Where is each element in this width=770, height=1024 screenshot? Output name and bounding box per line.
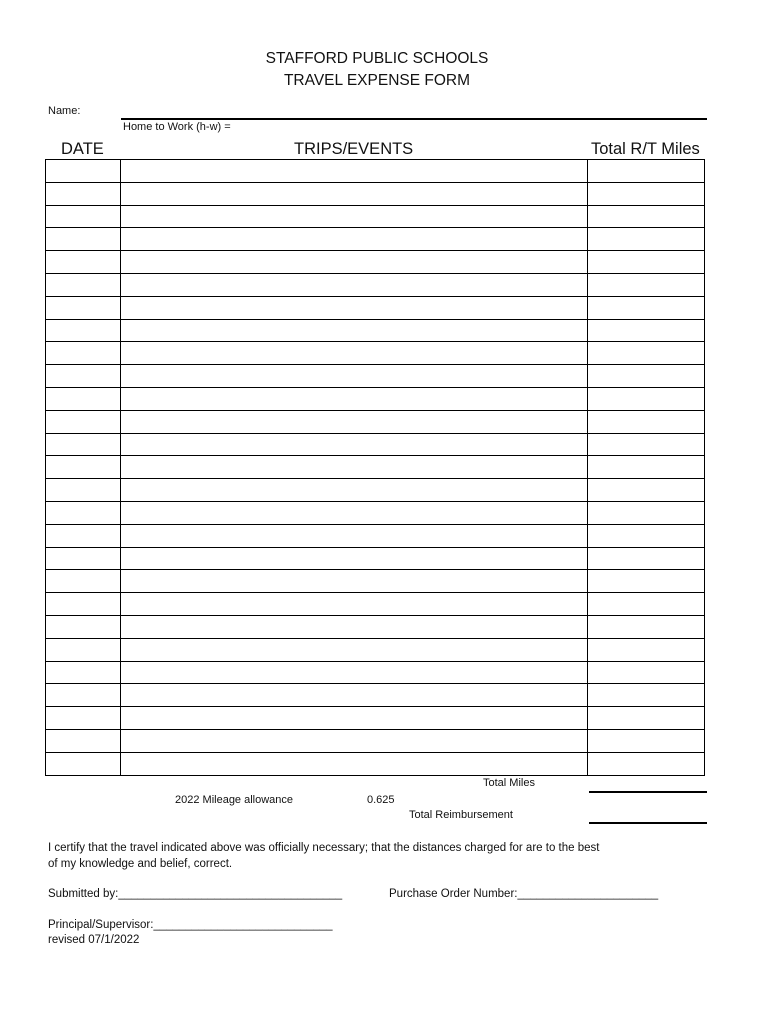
revision-date: revised 07/1/2022 xyxy=(48,934,140,946)
table-row xyxy=(46,456,705,479)
date-cell[interactable] xyxy=(46,615,121,638)
trip-cell[interactable] xyxy=(121,160,588,183)
form-title-school: STAFFORD PUBLIC SCHOOLS xyxy=(265,50,489,67)
trip-cell[interactable] xyxy=(121,524,588,547)
trip-cell[interactable] xyxy=(121,479,588,502)
miles-column-header: Total R/T Miles xyxy=(591,140,700,158)
total-miles-label: Total Miles xyxy=(483,777,535,789)
table-row xyxy=(46,752,705,775)
miles-cell[interactable] xyxy=(588,501,705,524)
trip-cell[interactable] xyxy=(121,319,588,342)
trip-cell[interactable] xyxy=(121,296,588,319)
trip-cell[interactable] xyxy=(121,228,588,251)
total-miles-field-line[interactable] xyxy=(589,791,707,793)
table-row xyxy=(46,319,705,342)
miles-cell[interactable] xyxy=(588,570,705,593)
miles-cell[interactable] xyxy=(588,615,705,638)
trip-cell[interactable] xyxy=(121,752,588,775)
trip-cell[interactable] xyxy=(121,387,588,410)
miles-cell[interactable] xyxy=(588,182,705,205)
table-row xyxy=(46,228,705,251)
table-row xyxy=(46,160,705,183)
table-row xyxy=(46,501,705,524)
table-row xyxy=(46,433,705,456)
trip-cell[interactable] xyxy=(121,638,588,661)
date-cell[interactable] xyxy=(46,365,121,388)
table-row xyxy=(46,387,705,410)
miles-cell[interactable] xyxy=(588,251,705,274)
table-row xyxy=(46,365,705,388)
miles-cell[interactable] xyxy=(588,752,705,775)
miles-cell[interactable] xyxy=(588,433,705,456)
trip-cell[interactable] xyxy=(121,729,588,752)
miles-cell[interactable] xyxy=(588,410,705,433)
home-to-work-label: Home to Work (h-w) = xyxy=(123,121,231,133)
date-cell[interactable] xyxy=(46,433,121,456)
date-cell[interactable] xyxy=(46,342,121,365)
trip-cell[interactable] xyxy=(121,205,588,228)
trip-cell[interactable] xyxy=(121,273,588,296)
form-title-type: TRAVEL EXPENSE FORM xyxy=(283,72,471,89)
miles-cell[interactable] xyxy=(588,296,705,319)
table-row xyxy=(46,547,705,570)
principal-supervisor-field[interactable]: Principal/Supervisor:____________________________ xyxy=(48,919,333,931)
date-cell[interactable] xyxy=(46,593,121,616)
mileage-allowance-value: 0.625 xyxy=(367,794,395,806)
miles-cell[interactable] xyxy=(588,456,705,479)
date-cell[interactable] xyxy=(46,228,121,251)
miles-cell[interactable] xyxy=(588,684,705,707)
trip-cell[interactable] xyxy=(121,342,588,365)
date-column-header: DATE xyxy=(61,140,104,158)
trip-cell[interactable] xyxy=(121,433,588,456)
date-cell[interactable] xyxy=(46,638,121,661)
table-row xyxy=(46,524,705,547)
date-cell[interactable] xyxy=(46,684,121,707)
table-row xyxy=(46,251,705,274)
date-cell[interactable] xyxy=(46,319,121,342)
table-row xyxy=(46,342,705,365)
table-row xyxy=(46,684,705,707)
date-cell[interactable] xyxy=(46,479,121,502)
date-cell[interactable] xyxy=(46,273,121,296)
miles-cell[interactable] xyxy=(588,387,705,410)
trip-cell[interactable] xyxy=(121,661,588,684)
date-cell[interactable] xyxy=(46,524,121,547)
trips-column-header: TRIPS/EVENTS xyxy=(294,140,414,158)
trip-cell[interactable] xyxy=(121,684,588,707)
trip-cell[interactable] xyxy=(121,593,588,616)
trip-cell[interactable] xyxy=(121,570,588,593)
date-cell[interactable] xyxy=(46,501,121,524)
trip-cell[interactable] xyxy=(121,615,588,638)
date-cell[interactable] xyxy=(46,387,121,410)
date-cell[interactable] xyxy=(46,410,121,433)
trip-log-table xyxy=(45,159,705,776)
table-row xyxy=(46,273,705,296)
table-row xyxy=(46,296,705,319)
date-cell[interactable] xyxy=(46,752,121,775)
date-cell[interactable] xyxy=(46,707,121,730)
trip-cell[interactable] xyxy=(121,707,588,730)
miles-cell[interactable] xyxy=(588,273,705,296)
table-row xyxy=(46,707,705,730)
miles-cell[interactable] xyxy=(588,160,705,183)
table-row xyxy=(46,593,705,616)
trip-cell[interactable] xyxy=(121,365,588,388)
name-label: Name: xyxy=(48,105,81,117)
date-cell[interactable] xyxy=(46,296,121,319)
table-row xyxy=(46,570,705,593)
miles-cell[interactable] xyxy=(588,342,705,365)
date-cell[interactable] xyxy=(46,547,121,570)
trip-cell[interactable] xyxy=(121,410,588,433)
trip-cell[interactable] xyxy=(121,456,588,479)
date-cell[interactable] xyxy=(46,456,121,479)
trip-cell[interactable] xyxy=(121,501,588,524)
miles-cell[interactable] xyxy=(588,479,705,502)
date-cell[interactable] xyxy=(46,251,121,274)
table-row xyxy=(46,615,705,638)
purchase-order-field[interactable]: Purchase Order Number:______________________ xyxy=(389,888,659,900)
date-cell[interactable] xyxy=(46,729,121,752)
date-cell[interactable] xyxy=(46,570,121,593)
table-row xyxy=(46,729,705,752)
date-cell[interactable] xyxy=(46,182,121,205)
date-cell[interactable] xyxy=(46,661,121,684)
miles-cell[interactable] xyxy=(588,707,705,730)
mileage-allowance-label: 2022 Mileage allowance xyxy=(175,794,294,806)
miles-cell[interactable] xyxy=(588,661,705,684)
miles-cell[interactable] xyxy=(588,319,705,342)
total-reimbursement-label: Total Reimbursement xyxy=(409,809,513,821)
table-row xyxy=(46,479,705,502)
total-reimbursement-field-line[interactable] xyxy=(589,822,707,824)
miles-cell[interactable] xyxy=(588,729,705,752)
miles-cell[interactable] xyxy=(588,524,705,547)
table-row xyxy=(46,182,705,205)
miles-cell[interactable] xyxy=(588,228,705,251)
name-field-line[interactable] xyxy=(121,118,707,120)
miles-cell[interactable] xyxy=(588,205,705,228)
trip-cell[interactable] xyxy=(121,182,588,205)
date-cell[interactable] xyxy=(46,205,121,228)
trip-cell[interactable] xyxy=(121,547,588,570)
table-row xyxy=(46,638,705,661)
trip-cell[interactable] xyxy=(121,251,588,274)
miles-cell[interactable] xyxy=(588,547,705,570)
table-row xyxy=(46,661,705,684)
miles-cell[interactable] xyxy=(588,365,705,388)
table-row xyxy=(46,205,705,228)
table-row xyxy=(46,410,705,433)
miles-cell[interactable] xyxy=(588,638,705,661)
date-cell[interactable] xyxy=(46,160,121,183)
certification-statement: I certify that the travel indicated above was officially necessary; that the distances charged for are to the best of my knowledge and belief, correct. xyxy=(48,842,600,870)
miles-cell[interactable] xyxy=(588,593,705,616)
submitted-by-field[interactable]: Submitted by:___________________________________ xyxy=(48,888,343,900)
